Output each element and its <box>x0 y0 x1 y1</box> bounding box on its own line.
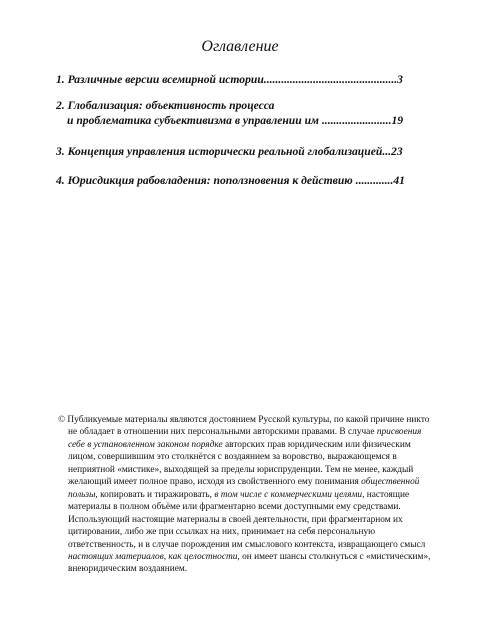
notice-emphasis: в том числе с коммерческими целями <box>214 489 363 500</box>
notice-text: , настоящие материалы в полном объёме или фрагментарно всеми доступными ему средствами. Использующий настоящие материалы в своей деятельности, при фрагментарном их цитировании, либо же при ссылках на них, принимает на себя персональную ответственность, и в случае порождения им смыслового контекста, извращающего смысл <box>68 489 426 550</box>
notice-text: © Публикуемые материалы являются достоянием Русской культуры, по какой причине никто не обладает в отношении них персональными авторскими правами. В случае <box>58 415 430 438</box>
toc-leader-dots: ............. <box>355 174 394 187</box>
toc-entry-3[interactable] <box>56 144 438 159</box>
toc-entry-1[interactable] <box>56 72 438 87</box>
toc-entry-4[interactable] <box>56 173 438 188</box>
toc-entry-title-continued: и проблематика субъективизма в управлении им <box>67 114 319 127</box>
toc-page-number: 3 <box>397 73 403 86</box>
toc-leader-dots: ... <box>382 145 392 158</box>
toc-leader-dots: ........................ <box>321 114 392 127</box>
page-title: Оглавление <box>201 38 279 55</box>
toc-entry-title: 2. Глобализация: объективность процесса <box>56 99 275 112</box>
toc-page-number: 41 <box>393 174 405 187</box>
copyright-paragraph <box>58 414 440 576</box>
notice-text: , он имеет шансы столкнуться с «мистическим», внеюридическим воздаянием. <box>68 551 431 575</box>
toc-entry-title: 1. Различные версии всемирной истории <box>56 73 264 86</box>
notice-text: , копировать и тиражировать, <box>95 489 215 500</box>
notice-emphasis: настоящих материалов, как целостности <box>68 551 238 562</box>
toc-entry-title: 4. Юрисдикция рабовладения: поползновения к действию <box>56 174 353 187</box>
toc-page-number: 23 <box>391 145 403 158</box>
toc-entry-2[interactable] <box>56 98 438 128</box>
toc-entry-title: 3. Концепция управления исторически реальной глобализацией <box>56 145 383 158</box>
notice-emphasis: присвоения себе в установленном законом порядке <box>68 427 422 450</box>
copyright-notice <box>58 414 440 576</box>
notice-emphasis: общественной пользы <box>68 477 420 500</box>
toc-leader-dots: .............................................. <box>263 73 398 86</box>
toc-page-number: 19 <box>391 114 404 127</box>
notice-text: авторских прав юридическим или физическим лицом, совершившим это столкнётся с воздаянием за воровство, выражающемся в неприятной «мистике», выходящей за пределы юриспруденции. Тем не менее, каждый желающий имеет полное право, исходя из свойственного ему понимания <box>68 439 414 488</box>
